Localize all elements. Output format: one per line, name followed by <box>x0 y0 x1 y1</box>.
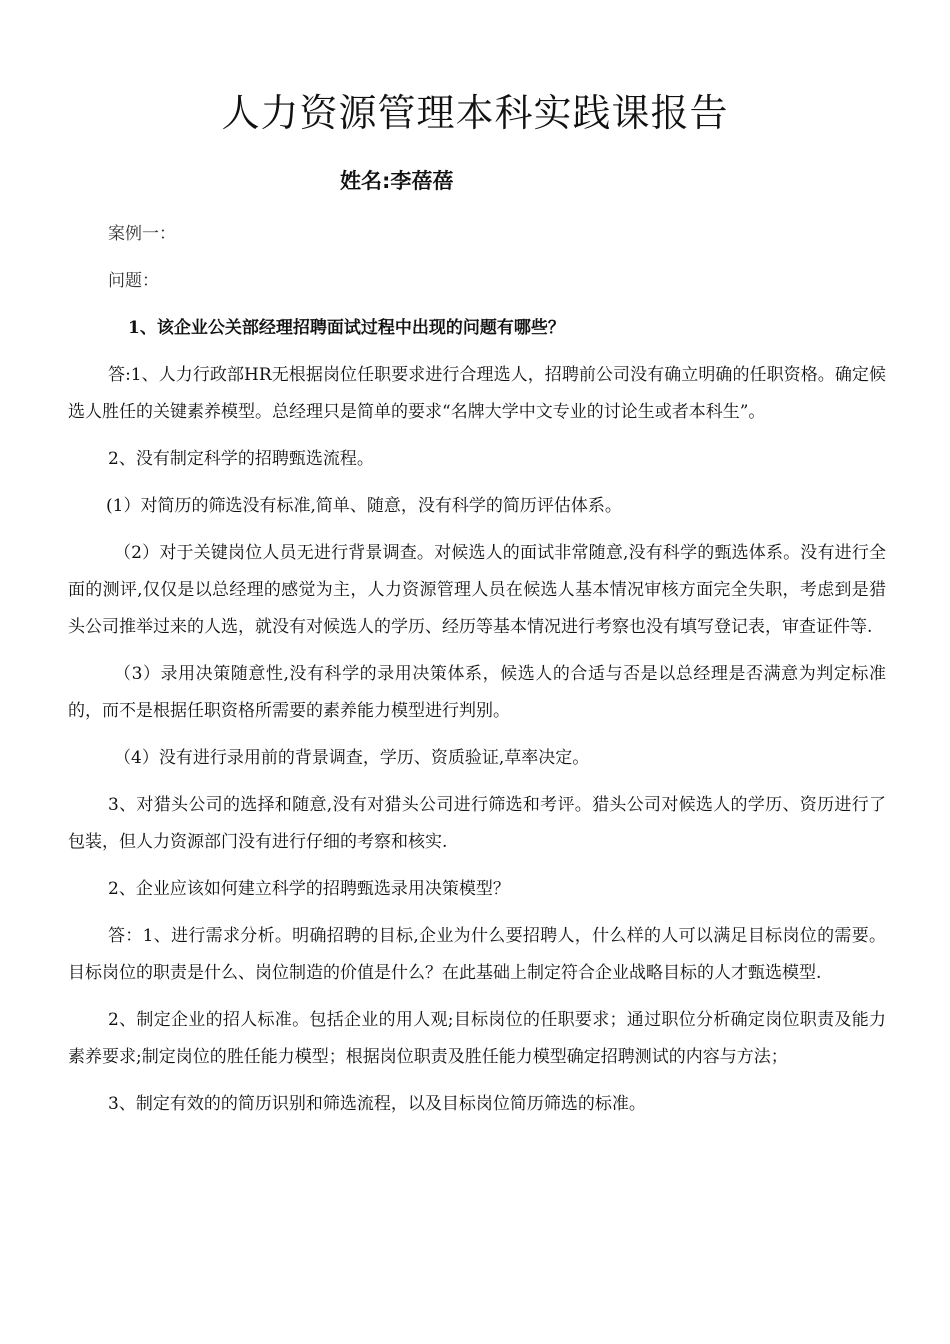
answer-paragraph: (1）对简历的筛选没有标准,简单、随意，没有科学的简历评估体系。 <box>106 496 622 516</box>
answer-paragraph: 答:1、人力行政部HR无根据岗位任职要求进行合理选人，招聘前公司没有确立明确的任职资格。确定候选人胜任的关键素养模型。总经理只是简单的要求“名牌大学中文专业的讨论生或者本科生”。 <box>68 365 886 422</box>
answer-paragraph: （2）对于关键岗位人员无进行背景调查。对候选人的面试非常随意,没有科学的甄选体系。没有进行全面的测评,仅仅是以总经理的感觉为主，人力资源管理人员在候选人基本情况审核方面完全失职，考虑到是猎头公司推举过来的人选，就没有对候选人的学历、经历等基本情况进行考察也没有填写登记表，审查证件等. <box>68 543 886 637</box>
answer-paragraph: （3）录用决策随意性,没有科学的录用决策体系，候选人的合适与否是以总经理是否满意为判定标准的，而不是根据任职资格所需要的素养能力模型进行判别。 <box>68 664 886 721</box>
author-name: 姓名:李蓓蓓 <box>340 169 454 193</box>
answer-paragraph: 3、对猎头公司的选择和随意,没有对猎头公司进行筛选和考评。猎头公司对候选人的学历、资历进行了包装，但人力资源部门没有进行仔细的考察和核实. <box>68 795 886 852</box>
answer-paragraph: 3、制定有效的的简历识别和筛选流程，以及目标岗位简历筛选的标准。 <box>108 1094 646 1114</box>
answer-paragraph: 2、没有制定科学的招聘甄选流程。 <box>108 449 374 469</box>
document-body <box>68 216 886 1133</box>
answer-paragraph: 答：1、进行需求分析。明确招聘的目标,企业为什么要招聘人，什么样的人可以满足目标岗位的需要。目标岗位的职责是什么、岗位制造的价值是什么？在此基础上制定符合企业战略目标的人才甄选模型. <box>68 926 886 983</box>
answer-paragraph: 2、制定企业的招人标准。包括企业的用人观;目标岗位的任职要求；通过职位分析确定岗位职责及能力素养要求;制定岗位的胜任能力模型；根据岗位职责及胜任能力模型确定招聘测试的内容与方法； <box>68 1010 886 1067</box>
question-heading: 问题： <box>108 271 159 291</box>
document-title: 人力资源管理本科实践课报告 <box>221 91 729 135</box>
question-1: 1、该企业公关部经理招聘面试过程中出现的问题有哪些？ <box>128 318 565 338</box>
question-2: 2、企业应该如何建立科学的招聘甄选录用决策模型？ <box>108 879 510 899</box>
case-heading: 案例一： <box>108 224 176 244</box>
answer-paragraph: （4）没有进行录用前的背景调查，学历、资质验证,草率决定。 <box>114 748 590 768</box>
